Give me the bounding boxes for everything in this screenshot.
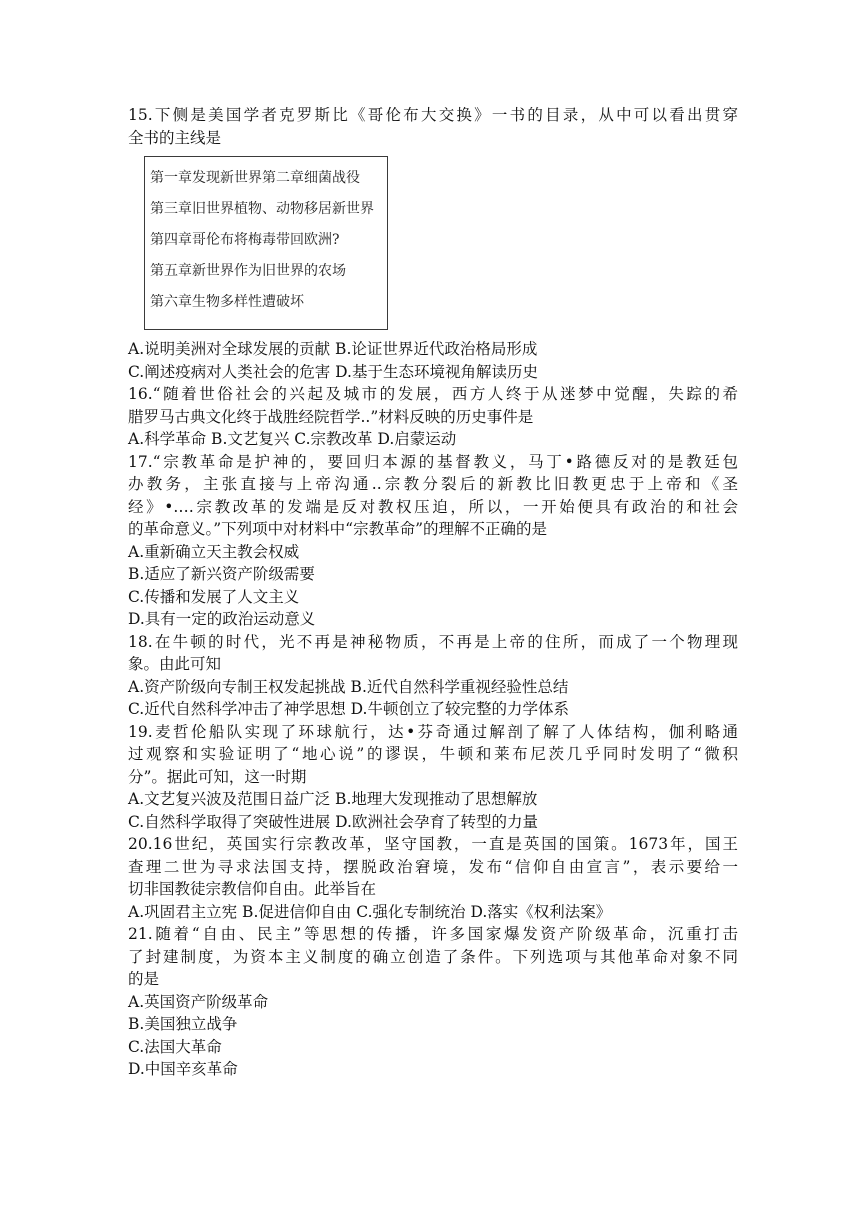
book-contents-box (144, 156, 388, 330)
answer-option-line: B.适应了新兴资产阶级需要 (128, 565, 315, 583)
answer-option-line: C.自然科学取得了突破性进展 D.欧洲社会孕育了转型的力量 (128, 812, 538, 831)
question-21 (128, 923, 738, 1081)
question-list (128, 104, 738, 1081)
toc-chapter-line: 第五章新世界作为旧世界的农场 (150, 263, 346, 279)
question-stem-line: 的革命意义。”下列项中对材料中“宗教革命”的理解不正确的是 (128, 520, 548, 538)
question-stem-line: 全书的主线是 (128, 128, 222, 147)
question-stem-line: 20.16世纪，英国实行宗教改革，坚守国教，一直是英国的国策。1673年，国王 (128, 835, 738, 853)
question-stem-line: 过观察和实验证明了“地心说”的谬误，牛顿和莱布尼茨几乎同时发明了“微积 (128, 745, 738, 763)
question-20 (128, 833, 738, 923)
question-stem-line: 15.下侧是美国学者克罗斯比《哥伦布大交换》一书的目录，从中可以看出贯穿 (128, 106, 738, 124)
toc-chapter-line: 第三章旧世界植物、动物移居新世界 (150, 201, 374, 217)
question-stem-line: 21.随着“自由、民主”等思想的传播，许多国家爆发资产阶级革命，沉重打击 (128, 925, 738, 943)
question-stem-line: 查理二世为寻求法国支持，摆脱政治窘境，发布“信仰自由宣言”，表示要给一 (128, 857, 738, 876)
answer-option-line: A.英国资产阶级革命 (128, 992, 269, 1011)
question-18 (128, 631, 738, 721)
question-16 (128, 383, 738, 451)
question-stem-line: 的是 (128, 970, 160, 988)
answer-option-line: D.具有一定的政治运动意义 (128, 610, 316, 628)
question-stem-line: 切非国教徒宗教信仰自由。此举旨在 (128, 880, 377, 898)
question-stem-line: 腊罗马古典文化终于战胜经院哲学..”材料反映的历史事件是 (128, 407, 534, 426)
toc-chapter-line: 第四章哥伦布将梅毒带回欧洲? (150, 232, 340, 248)
answer-option-line: C.阐述疫病对人类社会的危害 D.基于生态环境视角解读历史 (128, 362, 538, 381)
answer-option-line: A.文艺复兴波及范围日益广泛 B.地理大发现推动了思想解放 (128, 790, 538, 808)
answer-option-line: A.重新确立天主教会权威 (128, 542, 300, 561)
question-17 (128, 451, 738, 631)
answer-option-line: A.说明美洲对全球发展的贡献 B.论证世界近代政治格局形成 (128, 340, 538, 358)
answer-option-line: C.近代自然科学冲击了神学思想 D.牛顿创立了较完整的力学体系 (128, 700, 569, 718)
question-15 (128, 104, 738, 383)
question-stem-line: 19.麦哲伦船队实现了环球航行，达•芬奇通过解剖了解了人体结构，伽利略通 (128, 722, 738, 741)
question-stem-line: 16.“随着世俗社会的兴起及城市的发展，西方人终于从迷梦中觉醒，失踪的希 (128, 385, 738, 403)
question-19 (128, 721, 738, 834)
question-stem-line: 经》•.…宗教改革的发端是反对教权压迫，所以，一开始便具有政治的和社会 (128, 497, 738, 516)
question-stem-line: 了封建制度，为资本主义制度的确立创造了条件。下列选项与其他革命对象不同 (128, 947, 738, 966)
question-stem-line: 18.在牛顿的时代，光不再是神秘物质，不再是上帝的住所，而成了一个物理现 (128, 632, 738, 651)
toc-chapter-line: 第六章生物多样性遭破坏 (150, 294, 304, 310)
question-stem-line: 办教务，主张直接与上帝沟通..宗教分裂后的新教比旧教更忠于上帝和《圣 (128, 475, 738, 493)
answer-option-line: D.中国辛亥革命 (128, 1060, 238, 1078)
toc-chapter-line: 第一章发现新世界第二章细菌战役 (150, 170, 360, 186)
question-stem-line: 分”。据此可知，这一时期 (128, 767, 307, 786)
answer-option-line: B.美国独立战争 (128, 1015, 238, 1033)
answer-option-line: A.巩固君主立宪 B.促进信仰自由 C.强化专制统治 D.落实《权利法案》 (128, 902, 612, 921)
answer-option-line: C.法国大革命 (128, 1037, 222, 1056)
answer-option-line: A.资产阶级向专制王权发起挑战 B.近代自然科学重视经验性总结 (128, 677, 569, 696)
question-stem-line: 象。由此可知 (128, 655, 222, 673)
question-stem-line: 17.“宗教革命是护神的，要回归本源的基督教义，马丁•路德反对的是教廷包 (128, 452, 738, 471)
answer-option-line: C.传播和发展了人文主义 (128, 587, 300, 606)
answer-option-line: A.科学革命 B.文艺复兴 C.宗教改革 D.启蒙运动 (128, 430, 457, 448)
